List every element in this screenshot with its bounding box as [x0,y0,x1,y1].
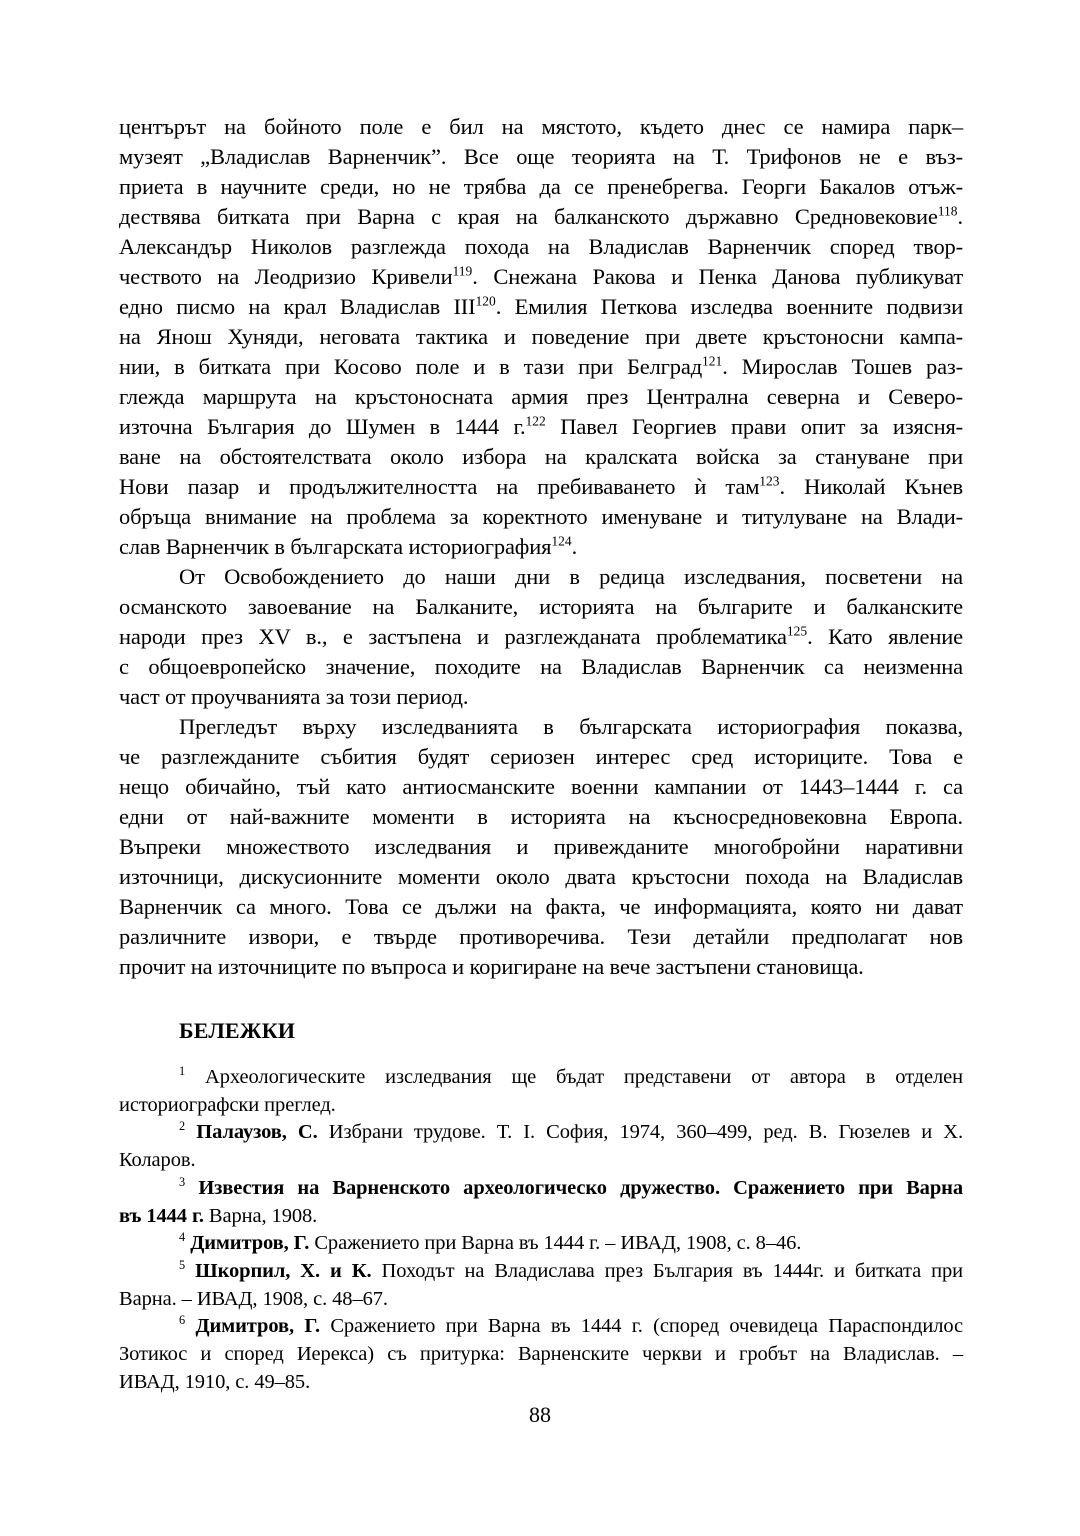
paragraph-line [119,652,963,682]
text-run: музеят „Владислав Варненчик”. Все още теорията на Т. Трифонов не е въз- [119,144,963,169]
footnote-marker: 2 [179,1119,186,1134]
paragraph-line [119,292,963,322]
paragraph-line [119,892,963,922]
text-run: различните извори, е твърде противоречива. Тези детайли предполагат нов [119,924,963,949]
text-run: Археологическите изследвания ще бъдат представени от автора в отделен [185,1066,963,1088]
text-run: Варна, 1908. [203,1204,318,1227]
text-run: обръща внимание на проблема за коректното именуване и титулуване на Влади- [119,504,963,529]
footnote-line [119,1313,963,1341]
footnote-marker: 3 [179,1174,186,1189]
paragraph-line [119,832,963,862]
paragraph-line [119,622,963,652]
paragraph-line [119,922,963,952]
text-run [185,1315,195,1337]
footnote-marker: 1 [179,1064,186,1079]
footnote-marker: 119 [452,263,473,279]
paragraph [119,562,963,712]
text-run: че разглежданите събития будят сериозен интерес сред историците. Това е [119,744,963,769]
text-run: историографски преглед. [119,1093,336,1116]
text-run: Варна. – ИВАД, 1908, с. 48–67. [119,1287,388,1310]
text-run: Варненчик са много. Това се дължи на факта, че информацията, която ни дават [119,894,963,919]
footnote [119,1119,963,1174]
bold-text-run: Известия на Варненското археологическо дружество. Сражението при Варна [198,1176,963,1199]
footnote-marker: 124 [551,533,572,549]
footnote-marker: 125 [786,623,808,639]
text-run: . Николай Кънев [779,474,963,499]
text-run: Зотикос и според Иерекса) съ притурка: Варненските черкви и гробът на Владислав. – [119,1343,963,1366]
body-paragraphs [119,112,963,982]
paragraph-line [119,532,963,562]
footnote-marker: 5 [179,1258,186,1273]
footnote-marker: 4 [179,1230,186,1245]
text-run: източна България до Шумен в 1444 г. [119,414,526,439]
paragraph-line [119,682,963,712]
paragraph [119,712,963,982]
text-run [185,1121,196,1143]
text-block [119,112,963,1396]
text-run: . Мирослав Тошев раз- [722,354,963,379]
text-run: едни от най-важните моменти в историята на късносредновековна Европа. [119,804,963,829]
text-run: Нови пазар и продължителността на пребиваването ѝ там [119,474,760,499]
text-run: Сражението при Варна въ 1444 г. – ИВАД, 1908, с. 8–46. [309,1232,802,1255]
text-run: на Янош Хуняди, неговата тактика и поведение при двете кръстоносни кампа- [119,324,963,349]
footnote-line [119,1341,963,1369]
page-number: 88 [529,1402,551,1427]
text-run: източници, дискусионните моменти около двата кръстосни похода на Владислав [119,864,963,889]
text-run: османското завоевание на Балканите, историята на българите и балканските [119,594,963,619]
footnotes-list [119,1064,963,1396]
footnote-marker: 123 [759,473,780,489]
paragraph-line [119,262,963,292]
text-run: . Снежана Ракова и Пенка Данова публикуват [472,264,964,289]
text-run: Александър Николов разглежда похода на Владислав Варненчик според твор- [119,234,963,259]
paragraph-line [119,712,963,742]
paragraph-line [119,112,963,142]
text-run: центърът на бойното поле е бил на мястото, където днес се намира парк– [119,114,963,139]
footnote-line [119,1286,963,1314]
footnote [119,1258,963,1313]
footnote-marker: 118 [937,203,958,219]
bold-text-run: Палаузов, С. [196,1121,318,1144]
paragraph-line [119,472,963,502]
text-run: глежда маршрута на кръстоносната армия през Централна северна и Северо- [119,384,963,409]
text-run: народи през XV в., е застъпена и разглежданата проблематика [119,624,787,649]
text-run: слав Варненчик в българската историография [119,534,552,559]
footnote-line [119,1369,963,1397]
text-run: . [571,534,578,559]
text-run [185,1260,195,1282]
footnote-marker: 6 [179,1313,186,1328]
footnote-line [119,1230,963,1258]
footnote-line [119,1119,963,1147]
bold-text-run: Димитров, Г. [195,1315,320,1338]
text-run: ИВАД, 1910, с. 49–85. [119,1370,311,1393]
paragraph [119,112,963,562]
notes-heading: БЕЛЕЖКИ [179,1018,296,1043]
text-run: едно писмо на крал Владислав III [119,294,476,319]
text-run: Сражението при Варна въ 1444 г. (според очевидеца Параспондилос [319,1315,963,1338]
footnote-marker: 122 [525,413,546,429]
text-run: Павел Георгиев прави опит за изясня- [545,414,964,439]
text-run: От Освобождението до наши дни в редица изследвания, посветени на [179,564,963,589]
text-run: . [957,204,963,229]
bold-text-run: Димитров, Г. [190,1232,310,1255]
text-run: нии, в битката при Косово поле и в тази при Белград [119,354,702,379]
paragraph-line [119,952,963,982]
text-run: прочит на източниците по въпроса и коригиране на вече застъпени становища. [119,954,864,979]
text-run [185,1177,198,1199]
footnote-line [119,1203,963,1231]
text-run: Въпреки множеството изследвания и привежданите многобройни наративни [119,834,963,859]
text-run: . Емилия Петкова изследва военните подвизи [495,294,964,319]
text-run: Прегледът върху изследванията в българската историография показва, [179,714,963,739]
text-run: с общоевропейско значение, походите на Владислав Варненчик са неизменна [119,654,963,679]
paragraph-line [119,322,963,352]
text-run: чеството на Леодризио Кривели [119,264,453,289]
paragraph-line [119,562,963,592]
footnote [119,1313,963,1396]
text-run: част от проучванията за този период. [119,684,469,709]
paragraph-line [119,802,963,832]
paragraph-line [119,232,963,262]
bold-text-run: Шкорпил, Х. и К. [195,1259,372,1282]
paragraph-line [119,502,963,532]
bold-text-run: въ 1444 г. [119,1204,204,1227]
text-run: нещо обичайно, тъй като антиосманските военни кампании от 1443–1444 г. са [119,774,963,799]
paragraph-line [119,772,963,802]
text-run: Коларов. [119,1149,196,1172]
paragraph-line [119,412,963,442]
paragraph-line [119,352,963,382]
text-run: приета в научните среди, но не трябва да се пренебрегва. Георги Бакалов отъж- [119,174,963,199]
text-run: . Като явление [807,624,963,649]
paragraph-line [119,442,963,472]
paragraph-line [119,592,963,622]
text-run: ване на обстоятелствата около избора на кралската войска за стануване при [119,444,963,469]
footnote-line [119,1092,963,1120]
footnote-marker: 121 [702,353,723,369]
text-run: дествява битката при Варна с края на балканското държавно Средновековие [119,204,938,229]
footnote-line [119,1258,963,1286]
text-run: Избрани трудове. Т. I. София, 1974, 360–499, ред. В. Гюзелев и Х. [317,1121,963,1144]
footnote-line [119,1064,963,1092]
paragraph-line [119,382,963,412]
footnote-line [119,1175,963,1203]
paragraph-line [119,742,963,772]
paragraph-line [119,862,963,892]
footnote [119,1064,963,1119]
footnote-line [119,1147,963,1175]
text-run: Походът на Владислава през България въ 1444г. и битката при [371,1259,963,1282]
footnote-marker: 120 [475,293,496,309]
paragraph-line [119,142,963,172]
footnote [119,1175,963,1230]
paragraph-line [119,202,963,232]
paragraph-line [119,172,963,202]
footnote [119,1230,963,1258]
